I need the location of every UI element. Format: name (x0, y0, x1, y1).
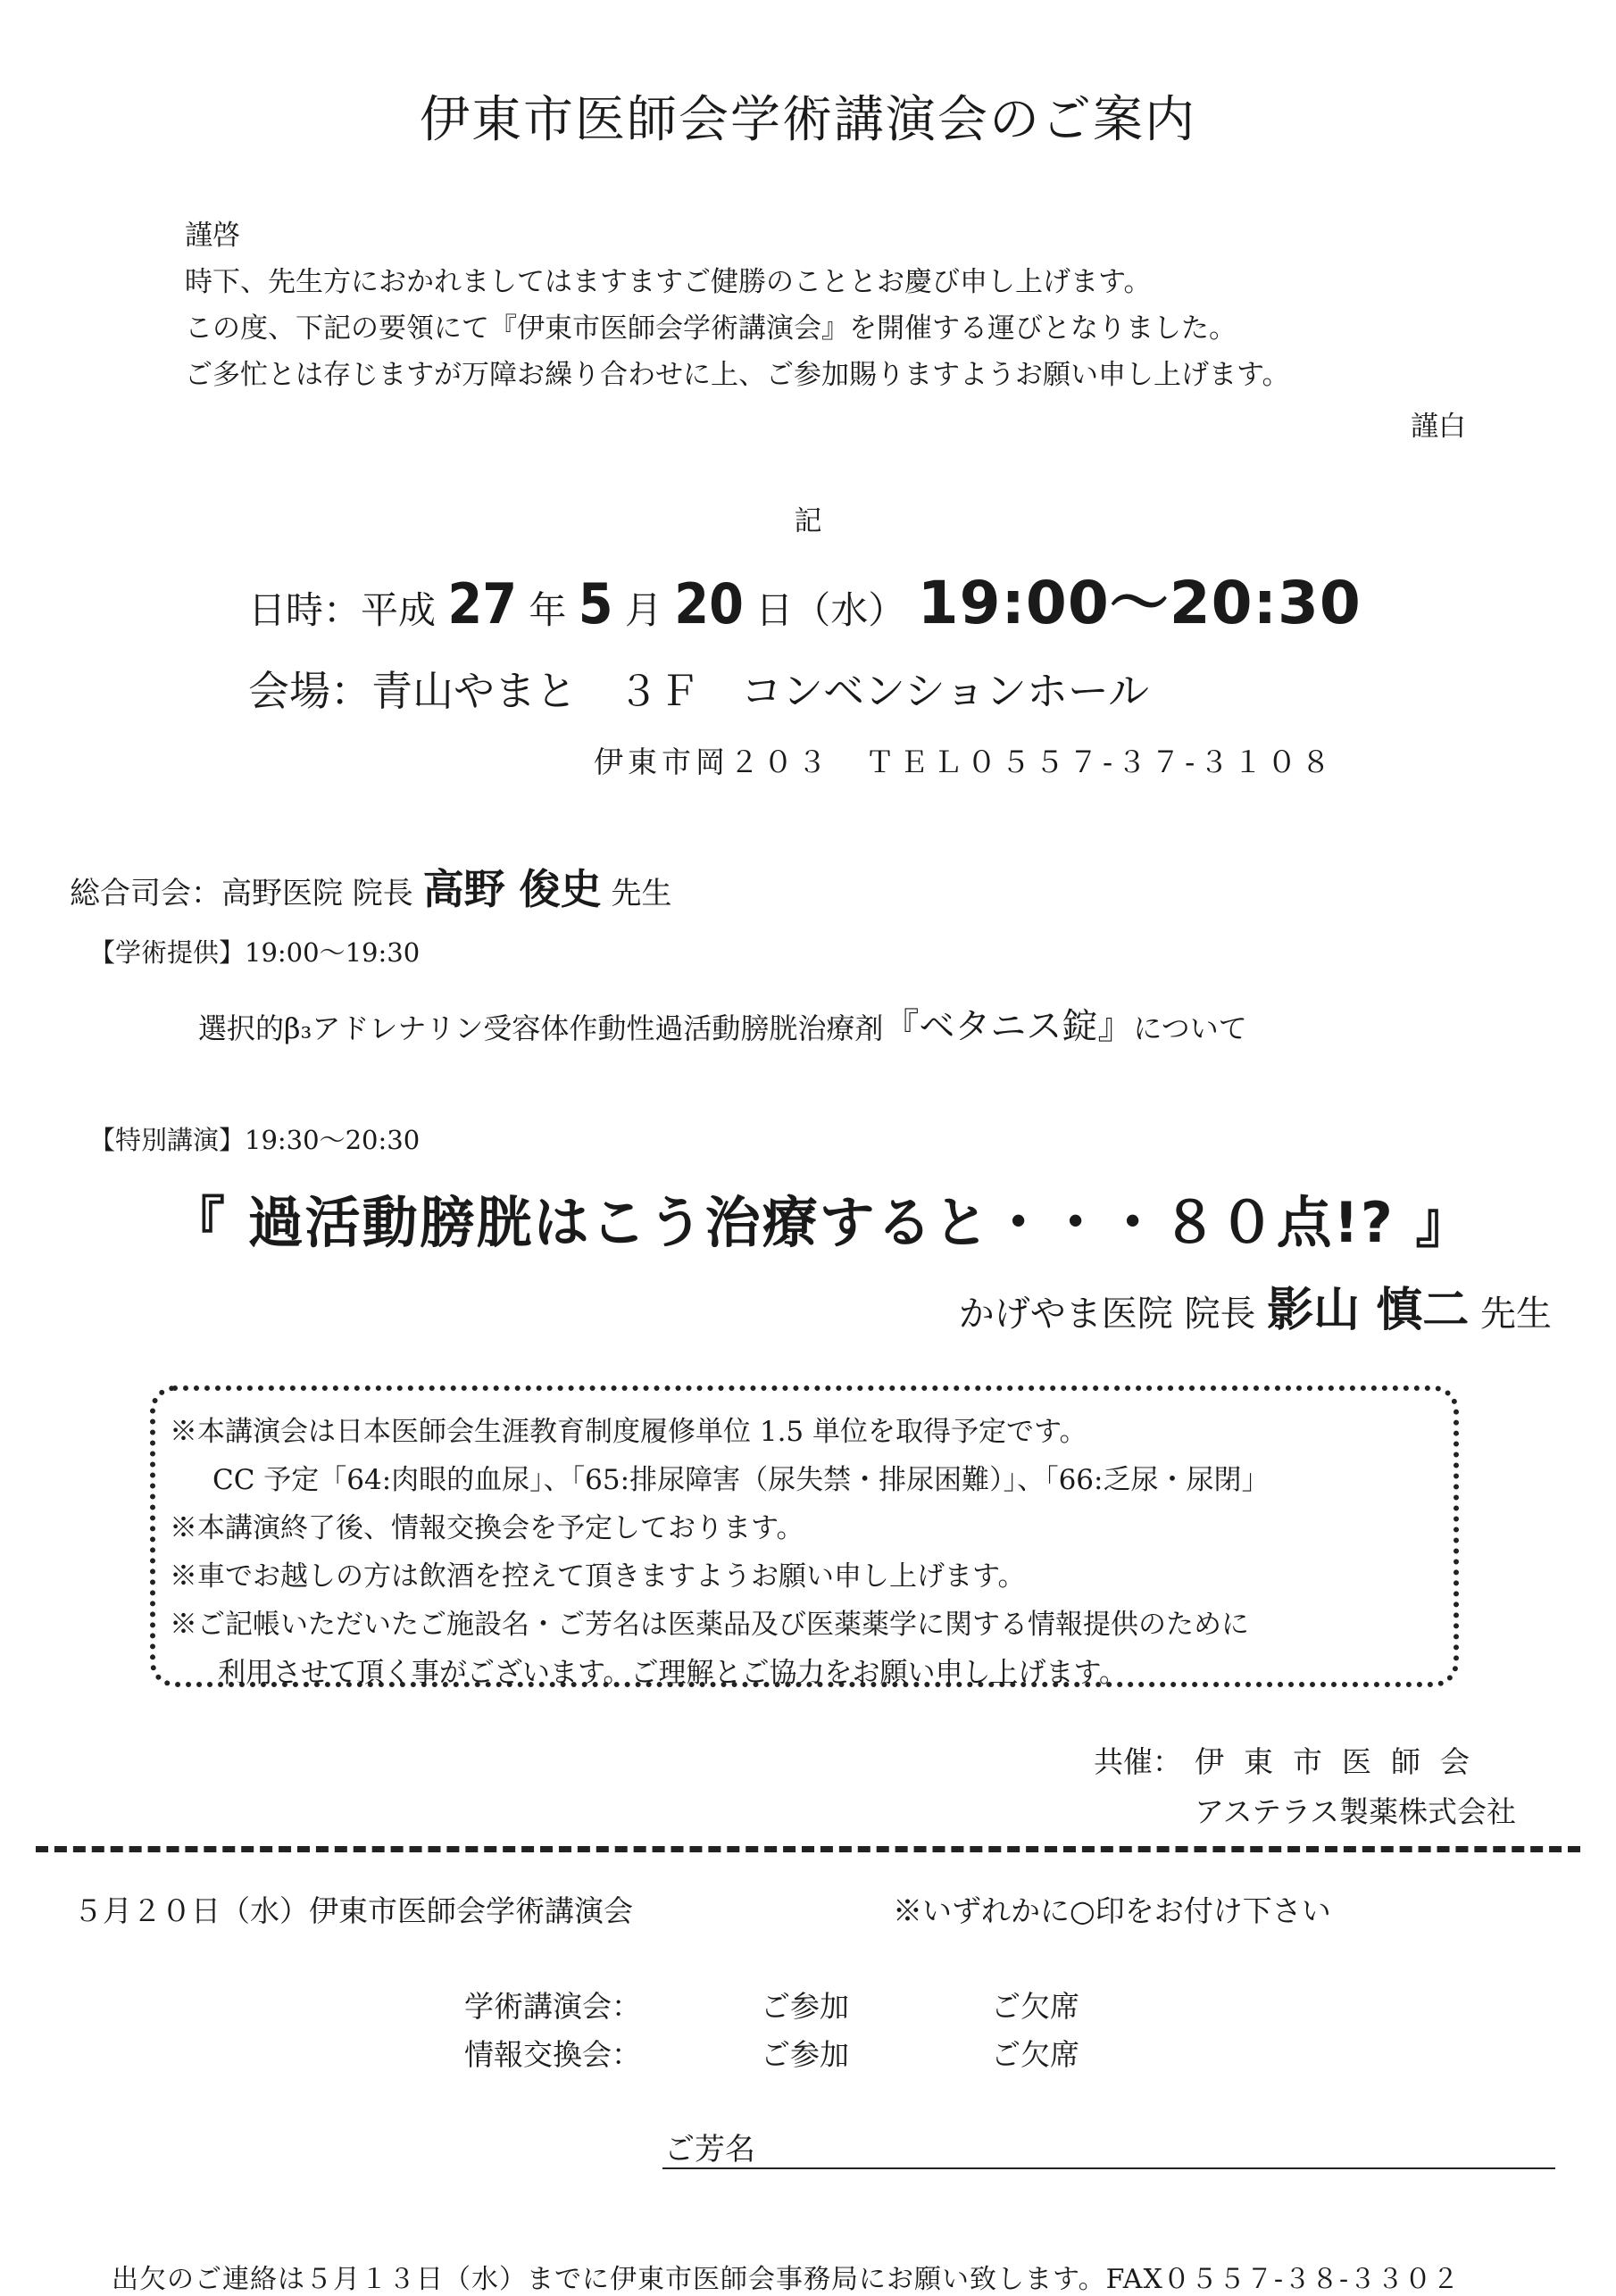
academic-desc-post: について (1133, 1011, 1247, 1045)
event-time: 19:00〜20:30 (917, 569, 1362, 637)
greeting-line: この度、下記の要領にて『伊東市医師会学術講演会』を開催する運びとなりました。 (185, 312, 1237, 345)
attend-option[interactable]: ご参加 (761, 2037, 849, 2072)
notice-line: 利用させて頂く事がございます。ご理解とご協力をお願い申し上げます。 (218, 1657, 1128, 1689)
mc-line (70, 857, 671, 916)
speaker-honorific: 先生 (1480, 1294, 1552, 1335)
mc-honorific: 先生 (611, 876, 672, 911)
name-field[interactable] (662, 2167, 1555, 2169)
greeting-line: 時下、先生方におかれましてはますますご健勝のこととお慶び申し上げます。 (185, 266, 1152, 298)
day-unit: 日 (755, 588, 794, 632)
weekday: （水） (793, 588, 906, 632)
academic-description (198, 998, 1247, 1049)
reply-row-label: 情報交換会： (464, 2037, 641, 2072)
speaker-affiliation: かげやま医院 院長 (958, 1294, 1256, 1335)
sponsor-org: 伊東市医師会 (1195, 1744, 1489, 1779)
notice-line: ※ご記帳いただいたご施設名・ご芳名は医薬品及び医薬薬学に関する情報提供のために (170, 1609, 1249, 1641)
year-unit: 年 (529, 588, 567, 632)
ki-marker: 記 (794, 505, 822, 537)
notice-line: ※本講演会は日本医師会生涯教育制度履修単位 1.5 単位を取得予定です。 (170, 1416, 1087, 1448)
academic-desc-pre: 選択的β₃アドレナリン受容体作動性過活動膀胱治療剤 (198, 1011, 884, 1045)
attend-option[interactable]: ご参加 (761, 1989, 849, 2024)
month-unit: 月 (624, 588, 662, 632)
sponsor-org: アステラス製薬株式会社 (1195, 1794, 1517, 1829)
greeting-line: ご多忙とは存じますが万障お繰り合わせに上、ご参加賜りますようお願い申し上げます。 (185, 359, 1290, 391)
footer-contact: 出欠のご連絡は５月１３日（水）までに伊東市医師会事務局にお願い致します。FAX０５５７-３８-３３０２ (112, 2264, 1461, 2295)
event-datetime (248, 555, 1362, 640)
special-slot: 【特別講演】19:30〜20:30 (89, 1125, 421, 1155)
speaker-name: 影山 慎二 (1267, 1284, 1470, 1337)
datetime-label: 日時： (248, 588, 362, 632)
event-venue (248, 659, 1149, 718)
month: 5 (578, 571, 613, 636)
academic-slot: 【学術提供】19:00〜19:30 (89, 937, 421, 968)
absent-option[interactable]: ご欠席 (991, 1989, 1079, 2024)
mc-name: 高野 俊史 (422, 865, 602, 913)
greeting-opening: 謹啓 (185, 220, 240, 252)
venue-label: 会場： (248, 667, 371, 715)
year: 27 (447, 571, 518, 636)
day: 20 (674, 571, 744, 636)
venue-address: 伊東市岡２０３ ＴＥＬ０５５７-３７-３１０８ (594, 745, 1336, 779)
mc-label: 総合司会： (70, 876, 221, 911)
notice-line: ※車でお越しの方は飲酒を控えて頂きますようお願い申し上げます。 (170, 1560, 1026, 1593)
notice-line: CC 予定「64:肉眼的血尿」、「65:排尿障害（尿失禁・排尿困難）」、「66:乏尿・尿閉」 (212, 1464, 1270, 1496)
cut-line (36, 1846, 1580, 1852)
reply-row-label: 学術講演会： (464, 1989, 641, 2024)
mc-affiliation: 高野医院 院長 (221, 876, 413, 911)
absent-option[interactable]: ご欠席 (991, 2037, 1079, 2072)
reply-instruction: ※いずれかに○印をお付け下さい (893, 1893, 1331, 1928)
greeting-closing: 謹白 (1411, 411, 1466, 443)
lecture-title: 『 過活動膀胱はこう治療すると・・・８０点!? 』 (170, 1190, 1473, 1255)
notice-line: ※本講演終了後、情報交換会を予定しております。 (170, 1512, 804, 1544)
venue-name: 青山やまと ３Ｆ コンベンションホール (371, 667, 1150, 715)
sponsor-label: 共催： (1094, 1744, 1182, 1779)
product-name: 『ベタニス錠』 (883, 1006, 1134, 1047)
era: 平成 (361, 588, 437, 632)
reply-heading: ５月２０日（水）伊東市医師会学術講演会 (73, 1893, 633, 1928)
name-label: ご芳名 (664, 2132, 755, 2167)
speaker-line (959, 1272, 1552, 1339)
page-title: 伊東市医師会学術講演会のご案内 (420, 91, 1196, 149)
